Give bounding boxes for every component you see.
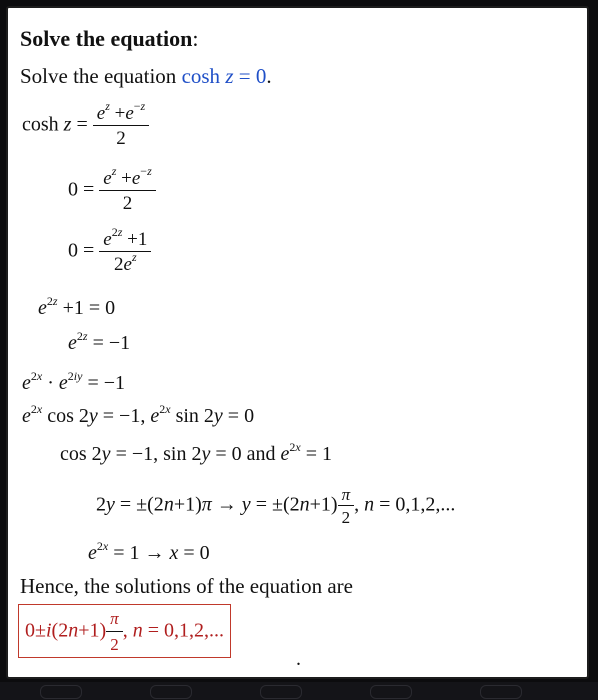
step-line-5: $e^{2z} = -1$ bbox=[68, 329, 131, 354]
step-line-9: 2y = ±(2n+1)π → y = ±(2n+1) $\frac{\pi}{2}$ , n = 0,1,2,... bbox=[96, 485, 456, 527]
answer-box: 0±i(2n+1) $\frac{\pi}{2}$ , n = 0,1,2,... bbox=[18, 604, 231, 658]
problem-statement bbox=[20, 64, 272, 89]
step-line-7: $e^{2x}$ cos 2y = −1, $e^{2x}$ sin 2y = 0 bbox=[22, 402, 255, 427]
conclusion-text: Hence, the solutions of the equation are bbox=[20, 574, 353, 598]
bottom-strip bbox=[0, 682, 598, 700]
step-line-3: 0 = $\frac{e^{2z} +1}{2e^z}$ bbox=[68, 230, 151, 274]
step-line-6: $e^{2x} \cdot e^{2iy} = -1$ bbox=[22, 369, 126, 394]
answer-end: . bbox=[296, 648, 301, 670]
step-line-8: cos 2y = −1, sin 2y = 0 and $e^{2x} = 1$ bbox=[60, 440, 333, 465]
intro-text: Solve the equation bbox=[20, 64, 177, 88]
page-title: Solve the equation: bbox=[20, 26, 199, 51]
step-line-10: $e^{2x} = 1 \to x = 0$ bbox=[88, 539, 210, 564]
step-line-2: 0 = $\frac{e^z +e^{-z}}{2}$ bbox=[68, 169, 156, 213]
step-line-4: $e^{2z} +1 = 0$ bbox=[38, 294, 116, 319]
step-line-1: cosh z = $\frac{e^z +e^{-z}}{2}$ bbox=[22, 104, 149, 148]
intro-equation: cosh z = 0 bbox=[181, 64, 267, 88]
intro-end: . bbox=[266, 64, 272, 88]
document-frame bbox=[6, 6, 589, 679]
